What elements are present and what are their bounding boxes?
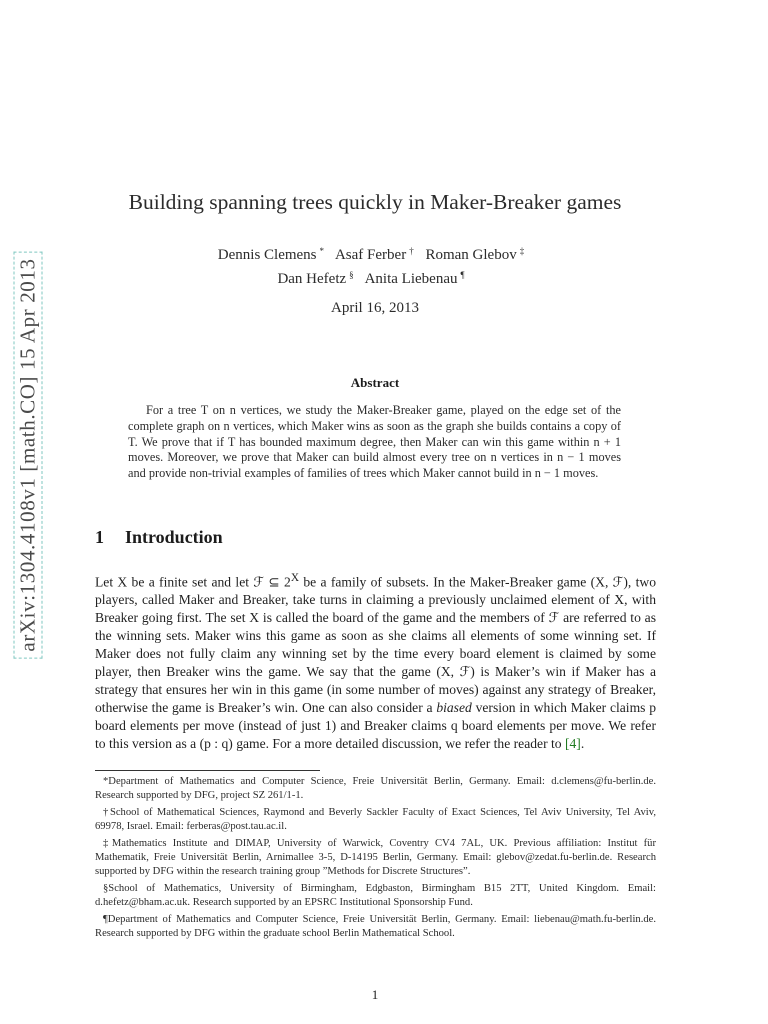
page-number: 1	[371, 987, 379, 1002]
footnote-liebenau: ¶Department of Mathematics and Computer Science, Freie Universität Berlin, Germany. Email: liebenau@math.fu-berlin.de. Research supported by DFG within the graduate school Berlin Mathematical School.	[95, 913, 656, 940]
intro-paragraph	[95, 570, 656, 753]
author-name: Dan Hefetz	[277, 271, 347, 287]
author-footnote-mark[interactable]: *	[319, 246, 325, 256]
author-footnote-mark[interactable]: §	[349, 270, 354, 280]
footnote-divider	[95, 770, 320, 771]
section-heading	[95, 527, 223, 548]
paper-title: Building spanning trees quickly in Maker-Breaker games	[128, 190, 622, 214]
paper-date: April 16, 2013	[331, 300, 419, 316]
footnote-glebov: ‡Mathematics Institute and DIMAP, University of Warwick, Coventry CV4 7AL, UK. Previous affiliation: Institut für Mathematik, Freie Universität Berlin, Arnimallee 3-5, D-14195 Berlin, Germany. Email: glebov@zedat.fu-berlin.de. Research supported by DFG within the research training group ”Methods for Discrete Structures”.	[95, 837, 656, 878]
arxiv-identifier[interactable]: arXiv:1304.4108v1 [math.CO] 15 Apr 2013	[14, 251, 43, 658]
footnote-ferber: †School of Mathematical Sciences, Raymond and Beverly Sackler Faculty of Exact Sciences, Tel Aviv University, Tel Aviv, 69978, Israel. Email: ferberas@post.tau.ac.il.	[95, 806, 656, 833]
author-line-1	[95, 241, 655, 265]
author-list	[95, 241, 655, 289]
footnotes	[95, 775, 656, 943]
intro-text-2: be a family of subsets. In the Maker-Breaker game (X, ℱ), two players, called Maker and Breaker, take turns in claiming a previously unclaimed element of X, with Breaker going first. The set X is called the board of the game and the members of ℱ are referred to as the winning sets. Maker wins this game as soon as she claims all elements of some winning set. If Maker does not fully claim any winning set by the time every board element is claimed by some player, then Breaker wins the game. We say that the game (X, ℱ) is Maker’s win if Maker has a strategy that ensures her win in this game (in some number of moves) against any strategy of Breaker, otherwise the game is Breaker’s win. One can also consider a	[95, 574, 657, 715]
biased-term: biased	[436, 699, 472, 715]
power-set-exponent: X	[290, 572, 300, 584]
intro-text-3: version in which Maker claims p board elements per move (instead of just 1) and Breaker claims q board elements per move. We refer to this version as a (p : q) game. For a more detailed discussion, we refer the reader to	[95, 699, 657, 751]
section-number: 1	[95, 527, 104, 547]
intro-text-4: .	[580, 735, 585, 751]
intro-text-1: Let X be a finite set and let ℱ ⊆ 2	[95, 574, 291, 590]
abstract-heading: Abstract	[350, 375, 400, 390]
citation-link[interactable]: [4]	[564, 735, 581, 751]
author-line-2	[95, 265, 655, 289]
author-footnote-mark[interactable]: ‡	[519, 246, 525, 256]
footnote-hefetz: §School of Mathematics, University of Birmingham, Edgbaston, Birmingham B15 2TT, United Kingdom. Email: d.hefetz@bham.ac.uk. Research supported by an EPSRC Institutional Sponsorship Fund.	[95, 882, 656, 909]
author-name: Roman Glebov	[425, 247, 517, 263]
author-name: Dennis Clemens	[217, 247, 317, 263]
author-name: Asaf Ferber	[334, 247, 407, 263]
author-name: Anita Liebenau	[364, 271, 458, 287]
section-title: Introduction	[125, 527, 223, 547]
footnote-clemens: *Department of Mathematics and Computer Science, Freie Universität Berlin, Germany. Email: d.clemens@fu-berlin.de. Research supported by DFG, project SZ 261/1-1.	[95, 776, 656, 802]
author-footnote-mark[interactable]: †	[409, 246, 414, 256]
arxiv-stamp	[8, 230, 48, 680]
abstract-text: For a tree T on n vertices, we study the Maker-Breaker game, played on the edge set of the complete graph on n vertices, which Maker wins as soon as the graph she builds contains a copy of T. We prove that if T has bounded maximum degree, then Maker can win this game within n + 1 moves. Moreover, we prove that Maker can build almost every tree on n vertices in n − 1 moves and provide non-trivial examples of families of trees which Maker cannot build in n − 1 moves.	[128, 403, 621, 481]
author-footnote-mark[interactable]: ¶	[460, 270, 465, 280]
